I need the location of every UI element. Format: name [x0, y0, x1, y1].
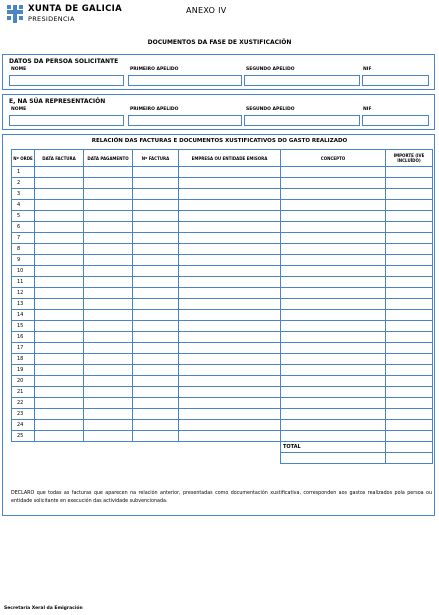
payment-date-cell[interactable] [84, 233, 133, 244]
invoice-number-cell[interactable] [133, 321, 179, 332]
representative-name-label: NOME [11, 107, 27, 112]
declaration-text: DECLARO que todas as facturas que aparecen na relación anterior, presentadas como documentación xustificativa, corresponden aos gastos realizados pola persoa ou entidade solicitante en execución das actividade subvencionada. [11, 491, 432, 504]
amount-cell[interactable] [386, 299, 433, 310]
concept-cell[interactable] [281, 409, 386, 420]
payment-date-cell[interactable] [84, 376, 133, 387]
amount-cell[interactable] [386, 277, 433, 288]
column-header-invoice-number: Nº FACTURA [133, 150, 179, 167]
invoice-number-cell[interactable] [133, 189, 179, 200]
order-number-cell: 21 [12, 387, 35, 398]
amount-cell[interactable] [386, 387, 433, 398]
applicant-first-surname-label: PRIMEIRO APELIDO [130, 67, 179, 72]
issuer-cell[interactable] [179, 332, 281, 343]
concept-cell[interactable] [281, 398, 386, 409]
invoice-row [12, 299, 433, 310]
representative-second-surname-field[interactable] [244, 115, 360, 126]
representative-name-field[interactable] [9, 115, 124, 126]
issuer-cell[interactable] [179, 189, 281, 200]
issuer-cell[interactable] [179, 420, 281, 431]
applicant-heading: DATOS DA PERSOA SOLICITANTE [9, 58, 119, 65]
invoice-date-cell[interactable] [35, 431, 84, 442]
order-number-cell: 23 [12, 409, 35, 420]
concept-cell[interactable] [281, 332, 386, 343]
invoice-row [12, 266, 433, 277]
column-header-issuer: EMPRESA OU ENTIDADE EMISORA [179, 150, 281, 167]
invoice-row [12, 178, 433, 189]
invoice-row [12, 343, 433, 354]
issuer-cell[interactable] [179, 354, 281, 365]
total-label: TOTAL [281, 442, 386, 453]
invoice-row [12, 365, 433, 376]
issuer-cell[interactable] [179, 321, 281, 332]
issuer-cell[interactable] [179, 431, 281, 442]
total-amount-cell[interactable] [386, 442, 433, 453]
invoice-number-cell[interactable] [133, 277, 179, 288]
total-spacer [12, 442, 281, 453]
amount-cell[interactable] [386, 431, 433, 442]
payment-date-cell[interactable] [84, 222, 133, 233]
payment-date-cell[interactable] [84, 299, 133, 310]
payment-date-cell[interactable] [84, 178, 133, 189]
invoice-date-cell[interactable] [35, 387, 84, 398]
amount-cell[interactable] [386, 409, 433, 420]
invoice-date-cell[interactable] [35, 288, 84, 299]
concept-cell[interactable] [281, 354, 386, 365]
invoice-row [12, 376, 433, 387]
invoice-row [12, 200, 433, 211]
total-extra-cell-amount[interactable] [386, 453, 433, 464]
invoice-row [12, 233, 433, 244]
department-name: PRESIDENCIA [28, 15, 75, 23]
column-header-concept: CONCEPTO [281, 150, 386, 167]
amount-cell[interactable] [386, 398, 433, 409]
invoice-date-cell[interactable] [35, 365, 84, 376]
representative-first-surname-field[interactable] [128, 115, 242, 126]
issuer-cell[interactable] [179, 277, 281, 288]
concept-cell[interactable] [281, 376, 386, 387]
amount-cell[interactable] [386, 376, 433, 387]
xunta-logo [6, 3, 126, 25]
invoice-date-cell[interactable] [35, 211, 84, 222]
issuer-cell[interactable] [179, 178, 281, 189]
column-header-invoice-date: DATA FACTURA [35, 150, 84, 167]
invoice-row [12, 255, 433, 266]
payment-date-cell[interactable] [84, 200, 133, 211]
order-number-cell: 7 [12, 233, 35, 244]
invoice-date-cell[interactable] [35, 332, 84, 343]
annex-label: ANEXO IV [186, 6, 227, 15]
issuer-cell[interactable] [179, 299, 281, 310]
payment-date-cell[interactable] [84, 354, 133, 365]
order-number-cell: 11 [12, 277, 35, 288]
invoice-date-cell[interactable] [35, 222, 84, 233]
concept-cell[interactable] [281, 365, 386, 376]
representative-nif-label: NIF [363, 107, 372, 112]
invoice-date-cell[interactable] [35, 189, 84, 200]
applicant-first-surname-field[interactable] [128, 75, 242, 86]
invoice-date-cell[interactable] [35, 277, 84, 288]
applicant-nif-label: NIF [363, 67, 372, 72]
payment-date-cell[interactable] [84, 167, 133, 178]
concept-cell[interactable] [281, 200, 386, 211]
invoice-number-cell[interactable] [133, 178, 179, 189]
amount-cell[interactable] [386, 420, 433, 431]
invoice-row [12, 167, 433, 178]
invoice-number-cell[interactable] [133, 255, 179, 266]
representative-section [2, 94, 435, 130]
amount-cell[interactable] [386, 189, 433, 200]
applicant-second-surname-field[interactable] [244, 75, 360, 86]
invoice-number-cell[interactable] [133, 365, 179, 376]
order-number-cell: 18 [12, 354, 35, 365]
order-number-cell: 5 [12, 211, 35, 222]
payment-date-cell[interactable] [84, 321, 133, 332]
payment-date-cell[interactable] [84, 189, 133, 200]
org-name: XUNTA DE GALICIA [28, 4, 122, 14]
invoice-date-cell[interactable] [35, 376, 84, 387]
invoice-number-cell[interactable] [133, 310, 179, 321]
invoice-date-cell[interactable] [35, 244, 84, 255]
invoice-number-cell[interactable] [133, 343, 179, 354]
order-number-cell: 13 [12, 299, 35, 310]
invoice-number-cell[interactable] [133, 266, 179, 277]
invoice-row [12, 398, 433, 409]
invoice-date-cell[interactable] [35, 321, 84, 332]
issuer-cell[interactable] [179, 200, 281, 211]
invoices-heading: RELACIÓN DAS FACTURAS E DOCUMENTOS XUSTIFICATIVOS DO GASTO REALIZADO [91, 138, 348, 144]
amount-cell[interactable] [386, 321, 433, 332]
order-number-cell: 19 [12, 365, 35, 376]
issuer-cell[interactable] [179, 167, 281, 178]
applicant-section [2, 54, 435, 90]
issuer-cell[interactable] [179, 233, 281, 244]
invoice-date-cell[interactable] [35, 255, 84, 266]
applicant-name-label: NOME [11, 67, 27, 72]
order-number-cell: 14 [12, 310, 35, 321]
payment-date-cell[interactable] [84, 332, 133, 343]
column-header-payment-date: DATA PAGAMENTO [84, 150, 133, 167]
amount-cell[interactable] [386, 211, 433, 222]
concept-cell[interactable] [281, 178, 386, 189]
amount-cell[interactable] [386, 222, 433, 233]
concept-cell[interactable] [281, 266, 386, 277]
payment-date-cell[interactable] [84, 387, 133, 398]
invoice-date-cell[interactable] [35, 354, 84, 365]
invoice-row [12, 310, 433, 321]
payment-date-cell[interactable] [84, 420, 133, 431]
order-number-cell: 6 [12, 222, 35, 233]
amount-cell[interactable] [386, 244, 433, 255]
invoice-row [12, 288, 433, 299]
concept-cell[interactable] [281, 299, 386, 310]
invoice-number-cell[interactable] [133, 222, 179, 233]
issuer-cell[interactable] [179, 288, 281, 299]
order-number-cell: 20 [12, 376, 35, 387]
invoice-row [12, 211, 433, 222]
order-number-cell: 1 [12, 167, 35, 178]
amount-cell[interactable] [386, 354, 433, 365]
invoice-row [12, 244, 433, 255]
invoice-number-cell[interactable] [133, 332, 179, 343]
concept-cell[interactable] [281, 288, 386, 299]
issuer-cell[interactable] [179, 398, 281, 409]
representative-second-surname-label: SEGUNDO APELIDO [246, 107, 295, 112]
invoices-header-row [12, 150, 433, 167]
concept-cell[interactable] [281, 343, 386, 354]
payment-date-cell[interactable] [84, 255, 133, 266]
concept-cell[interactable] [281, 277, 386, 288]
invoice-date-cell[interactable] [35, 310, 84, 321]
issuer-cell[interactable] [179, 244, 281, 255]
amount-cell[interactable] [386, 266, 433, 277]
applicant-nif-field[interactable] [362, 75, 429, 86]
amount-cell[interactable] [386, 288, 433, 299]
invoice-date-cell[interactable] [35, 343, 84, 354]
invoice-number-cell[interactable] [133, 387, 179, 398]
representative-first-surname-label: PRIMEIRO APELIDO [130, 107, 179, 112]
invoice-row [12, 387, 433, 398]
concept-cell[interactable] [281, 167, 386, 178]
document-title: DOCUMENTOS DA FASE DE XUSTIFICACIÓN [147, 39, 292, 46]
payment-date-cell[interactable] [84, 211, 133, 222]
issuer-cell[interactable] [179, 387, 281, 398]
order-number-cell: 25 [12, 431, 35, 442]
order-number-cell: 17 [12, 343, 35, 354]
total-row [12, 442, 433, 453]
invoices-section [2, 134, 435, 516]
invoice-date-cell[interactable] [35, 266, 84, 277]
invoice-number-cell[interactable] [133, 420, 179, 431]
invoice-number-cell[interactable] [133, 398, 179, 409]
order-number-cell: 3 [12, 189, 35, 200]
invoices-table [11, 149, 433, 464]
amount-cell[interactable] [386, 167, 433, 178]
payment-date-cell[interactable] [84, 409, 133, 420]
invoice-number-cell[interactable] [133, 409, 179, 420]
invoice-row [12, 431, 433, 442]
invoice-row [12, 409, 433, 420]
invoice-row [12, 420, 433, 431]
invoice-date-cell[interactable] [35, 420, 84, 431]
issuer-cell[interactable] [179, 409, 281, 420]
order-number-cell: 4 [12, 200, 35, 211]
issuer-cell[interactable] [179, 365, 281, 376]
order-number-cell: 16 [12, 332, 35, 343]
order-number-cell: 12 [12, 288, 35, 299]
issuer-cell[interactable] [179, 310, 281, 321]
issuer-cell[interactable] [179, 266, 281, 277]
concept-cell[interactable] [281, 255, 386, 266]
amount-cell[interactable] [386, 178, 433, 189]
total-extra-row [12, 453, 433, 464]
order-number-cell: 15 [12, 321, 35, 332]
invoice-number-cell[interactable] [133, 167, 179, 178]
issuer-cell[interactable] [179, 376, 281, 387]
invoice-date-cell[interactable] [35, 233, 84, 244]
concept-cell[interactable] [281, 420, 386, 431]
amount-cell[interactable] [386, 365, 433, 376]
applicant-name-field[interactable] [9, 75, 124, 86]
invoice-date-cell[interactable] [35, 200, 84, 211]
total-extra-spacer [12, 453, 281, 464]
invoice-row [12, 354, 433, 365]
invoice-number-cell[interactable] [133, 200, 179, 211]
invoice-row [12, 277, 433, 288]
concept-cell[interactable] [281, 189, 386, 200]
order-number-cell: 2 [12, 178, 35, 189]
amount-cell[interactable] [386, 332, 433, 343]
invoice-date-cell[interactable] [35, 409, 84, 420]
payment-date-cell[interactable] [84, 365, 133, 376]
order-number-cell: 24 [12, 420, 35, 431]
amount-cell[interactable] [386, 343, 433, 354]
total-extra-cell-concept [281, 453, 386, 464]
footer-text: Secretaría Xeral da Emigración [4, 606, 83, 611]
order-number-cell: 8 [12, 244, 35, 255]
order-number-cell: 10 [12, 266, 35, 277]
invoice-number-cell[interactable] [133, 233, 179, 244]
order-number-cell: 22 [12, 398, 35, 409]
payment-date-cell[interactable] [84, 310, 133, 321]
payment-date-cell[interactable] [84, 277, 133, 288]
payment-date-cell[interactable] [84, 343, 133, 354]
applicant-second-surname-label: SEGUNDO APELIDO [246, 67, 295, 72]
invoice-number-cell[interactable] [133, 244, 179, 255]
invoice-number-cell[interactable] [133, 288, 179, 299]
order-number-cell: 9 [12, 255, 35, 266]
concept-cell[interactable] [281, 211, 386, 222]
concept-cell[interactable] [281, 244, 386, 255]
invoice-row [12, 222, 433, 233]
amount-cell[interactable] [386, 233, 433, 244]
issuer-cell[interactable] [179, 343, 281, 354]
concept-cell[interactable] [281, 321, 386, 332]
amount-cell[interactable] [386, 310, 433, 321]
representative-nif-field[interactable] [362, 115, 429, 126]
xunta-cross-logo-icon [6, 4, 24, 24]
payment-date-cell[interactable] [84, 266, 133, 277]
invoice-number-cell[interactable] [133, 354, 179, 365]
invoice-row [12, 321, 433, 332]
invoice-number-cell[interactable] [133, 431, 179, 442]
invoice-number-cell[interactable] [133, 299, 179, 310]
invoice-date-cell[interactable] [35, 299, 84, 310]
issuer-cell[interactable] [179, 211, 281, 222]
concept-cell[interactable] [281, 233, 386, 244]
invoice-number-cell[interactable] [133, 211, 179, 222]
concept-cell[interactable] [281, 222, 386, 233]
concept-cell[interactable] [281, 431, 386, 442]
concept-cell[interactable] [281, 387, 386, 398]
column-header-amount: IMPORTE (IVE INCLUÍDO) [386, 150, 433, 167]
amount-cell[interactable] [386, 200, 433, 211]
column-header-order: Nº ORDE [12, 150, 35, 167]
payment-date-cell[interactable] [84, 288, 133, 299]
issuer-cell[interactable] [179, 255, 281, 266]
payment-date-cell[interactable] [84, 244, 133, 255]
invoice-date-cell[interactable] [35, 167, 84, 178]
invoice-date-cell[interactable] [35, 398, 84, 409]
issuer-cell[interactable] [179, 222, 281, 233]
payment-date-cell[interactable] [84, 398, 133, 409]
invoice-row [12, 332, 433, 343]
representative-heading: E, NA SÚA REPRESENTACIÓN [9, 98, 106, 105]
concept-cell[interactable] [281, 310, 386, 321]
amount-cell[interactable] [386, 255, 433, 266]
invoice-date-cell[interactable] [35, 178, 84, 189]
invoice-number-cell[interactable] [133, 376, 179, 387]
payment-date-cell[interactable] [84, 431, 133, 442]
invoice-row [12, 189, 433, 200]
